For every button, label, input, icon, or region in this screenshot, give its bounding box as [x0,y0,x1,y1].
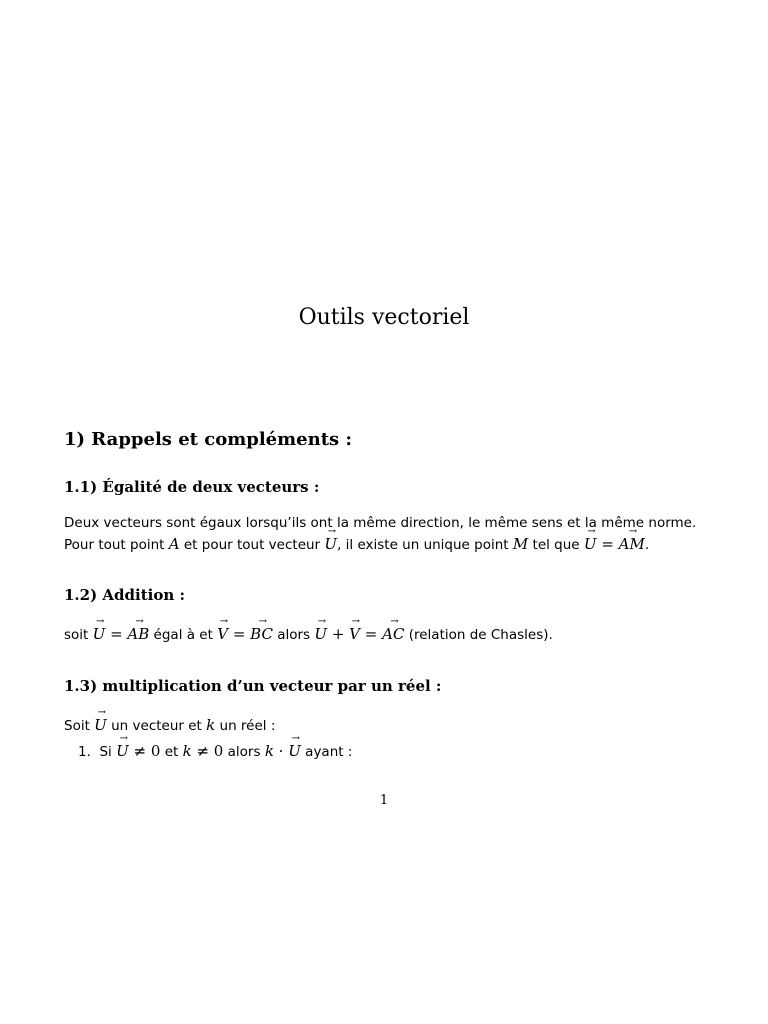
text-fragment: . [644,537,650,553]
paragraph-multiplication [64,716,275,734]
math-vec-BC: → BC [250,625,273,643]
document-title: Outils vectoriel [298,305,470,330]
math-k: k [264,742,274,760]
section-heading-rappels: 1) Rappels et compléments : [64,429,353,450]
text-fragment: Si [99,744,117,760]
math-vec-AM: → AM [619,535,645,553]
math-vec-U: → U [314,625,327,643]
math-k: k [182,742,192,760]
text-fragment: alors [272,627,315,643]
list-item [78,742,352,760]
text-fragment: un réel : [215,718,276,734]
text-fragment: , il existe un unique point [337,537,513,553]
text-fragment: égal à et [149,627,218,643]
text-fragment: et [160,744,183,760]
math-vec-U: → U [584,535,597,553]
math-vec-AC: → AC [382,625,404,643]
math-M: M [512,535,529,553]
text-fragment: Pour tout point [64,537,169,553]
math-dot: · [273,742,289,760]
math-equals: = [105,625,128,643]
subsection-heading-multiplication: 1.3) multiplication d’un vecteur par un réel : [64,677,442,695]
text-fragment: alors [223,744,265,760]
math-vec-U: → U [288,742,301,760]
paragraph-addition [64,625,553,643]
math-equals: = [596,535,619,553]
list-item-number: 1. [78,744,91,760]
math-vec-V: → V [217,625,228,643]
math-vec-U: → U [116,742,129,760]
math-vec-U: → U [94,716,107,734]
math-not-equal-zero: ≠ 0 [128,742,161,760]
page-number: 1 [379,793,389,808]
math-vec-U: → U [93,625,106,643]
subsection-heading-egalite: 1.1) Égalité de deux vecteurs : [64,478,320,496]
math-k: k [206,716,216,734]
math-equals: = [228,625,251,643]
math-vec-U: → U [324,535,337,553]
text-fragment: un vecteur et [106,718,207,734]
paragraph-egalite-line1: Deux vecteurs sont égaux lorsqu’ils ont la même direction, le même sens et la même norme. [64,515,697,531]
math-vec-V: → V [349,625,360,643]
subsection-heading-addition: 1.2) Addition : [64,586,186,604]
text-fragment: (relation de Chasles). [404,627,553,643]
math-plus: + [327,625,350,643]
text-fragment: Soit [64,718,95,734]
paragraph-egalite-line2 [64,535,649,553]
text-fragment: ayant : [300,744,353,760]
math-not-equal-zero: ≠ 0 [191,742,224,760]
text-fragment: tel que [528,537,584,553]
math-equals: = [360,625,383,643]
text-fragment: soit [64,627,93,643]
math-vec-AB: → AB [127,625,149,643]
math-A: A [168,535,180,553]
text-fragment: et pour tout vecteur [179,537,325,553]
